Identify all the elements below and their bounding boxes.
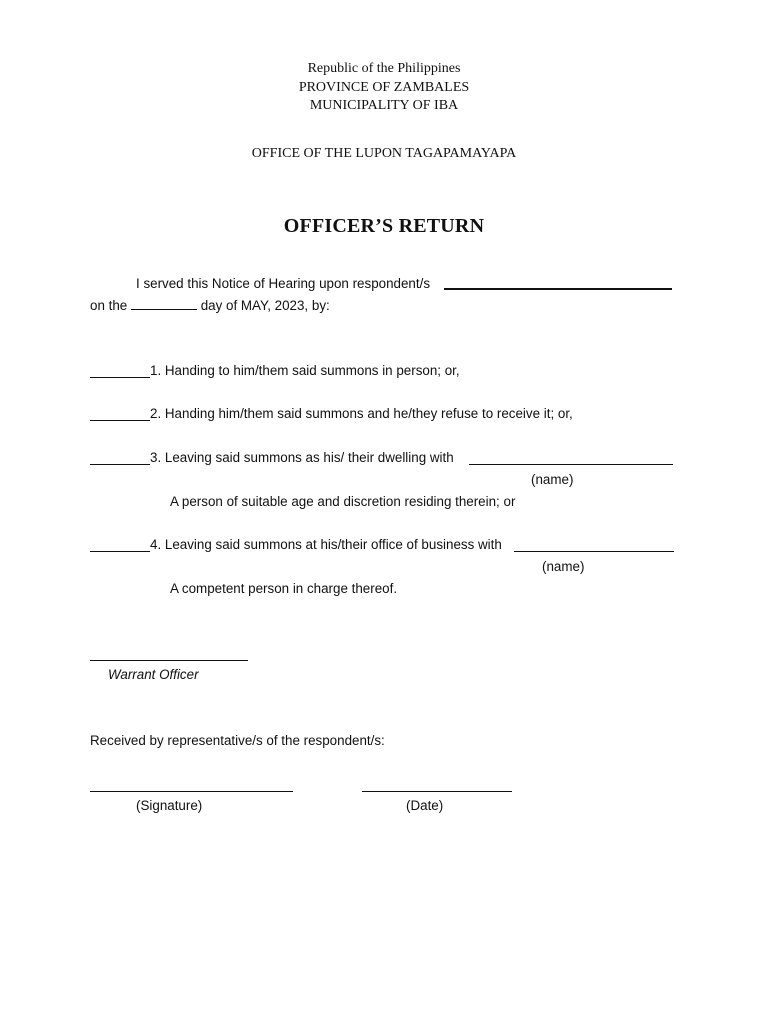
municipality-line: MUNICIPALITY OF IBA [309,98,459,113]
option-3-note: A person of suitable age and discretion residing therein; or [170,494,516,509]
intro-line-2 [90,297,330,315]
intro-prefix: on the [90,298,128,313]
signature-line[interactable] [90,791,293,792]
option-3-text: 3. Leaving said summons as his/ their dwelling with [150,450,454,465]
intro-text: I served this Notice of Hearing upon respondent/s [136,276,431,291]
option-4-note: A competent person in charge thereof. [170,581,398,596]
option-2-check-blank[interactable] [90,420,150,421]
option-3-name-blank[interactable] [469,464,673,465]
day-blank[interactable] [131,297,197,310]
document-title: OFFICER’S RETURN [283,215,485,237]
option-1-check-blank[interactable] [90,377,150,378]
officer-signature-line[interactable] [90,660,248,661]
option-1-text: 1. Handing to him/them said summons in person; or, [150,363,460,378]
date-label: (Date) [406,798,444,813]
signature-label: (Signature) [136,798,203,813]
province-line: PROVINCE OF ZAMBALES [298,80,470,95]
officer-label: Warrant Officer [108,667,199,682]
option-4-name-blank[interactable] [514,551,674,552]
office-line: OFFICE OF THE LUPON TAGAPAMAYAPA [251,146,517,161]
option-3-check-blank[interactable] [90,464,150,465]
received-text: Received by representative/s of the respondent/s: [90,733,385,748]
date-line[interactable] [362,791,512,792]
option-2-text: 2. Handing him/them said summons and he/they refuse to receive it; or, [150,406,573,421]
option-3-name-label: (name) [531,472,574,487]
intro-line-1 [136,275,430,293]
respondent-blank[interactable] [444,288,672,290]
intro-suffix: day of MAY, 2023, by: [200,298,330,313]
republic-line: Republic of the Philippines [307,61,461,76]
option-4-name-label: (name) [542,559,585,574]
option-4-text: 4. Leaving said summons at his/their office of business with [150,537,502,552]
option-4-check-blank[interactable] [90,551,150,552]
